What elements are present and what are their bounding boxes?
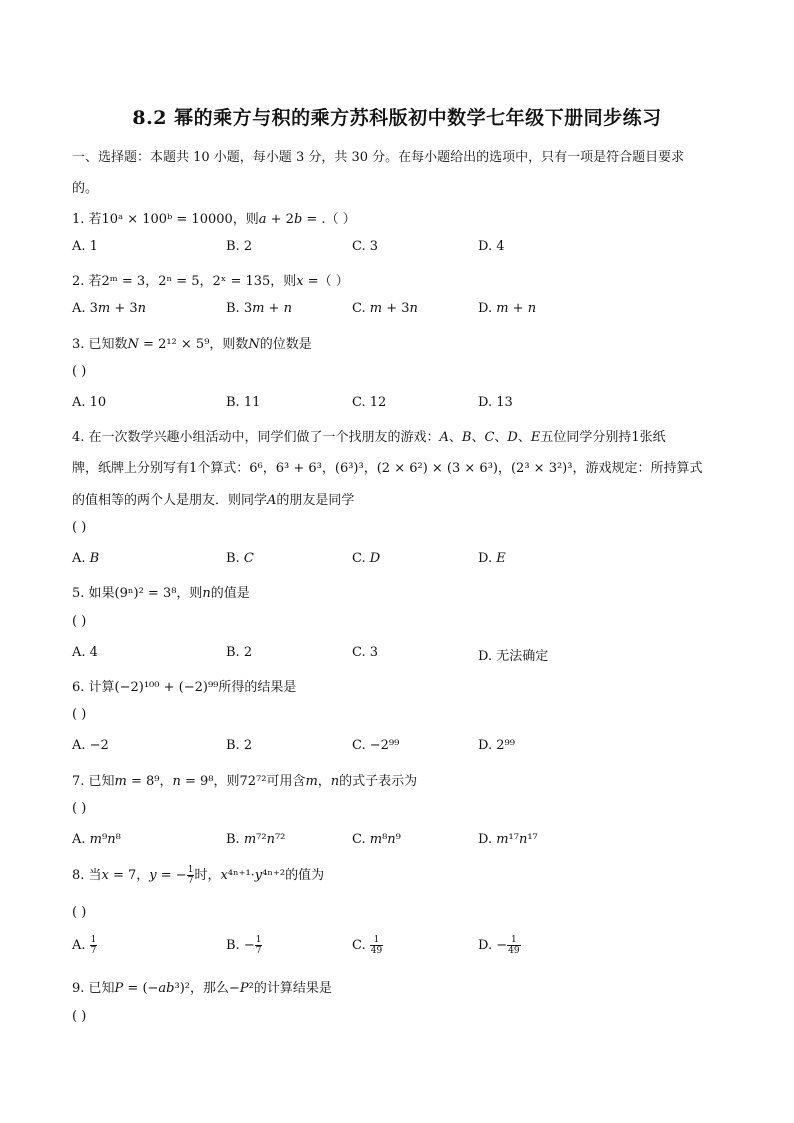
- option-b: B. 2: [226, 738, 253, 753]
- option-b: B. 2: [226, 239, 253, 254]
- option-c: C. 3: [352, 239, 379, 254]
- question-6-options: [72, 738, 732, 758]
- page-title: 8.2 幂的乘方与积的乘方苏科版初中数学七年级下册同步练习: [132, 107, 662, 129]
- fraction-numerator: 1: [507, 935, 520, 946]
- question-4-cont: 牌，纸牌上分别写有1个算式：6⁶，6³ + 6³，(6³)³，(2 × 6²) × (3 × 6³)，(2³ × 3²)³，游戏规定：所持算式: [72, 461, 703, 476]
- answer-paren: ( ): [72, 801, 87, 816]
- question-8: [72, 864, 324, 886]
- option-d: D. 无法确定: [478, 649, 549, 664]
- question-5: 5. 如果(9ⁿ)² = 3⁸，则𝑛的值是: [72, 586, 250, 601]
- answer-paren: ( ): [72, 614, 87, 629]
- option-label: D.: [478, 938, 493, 953]
- question-7-options: [72, 832, 732, 852]
- option-c: [352, 935, 383, 956]
- question-5-options: [72, 645, 732, 665]
- option-d: D. 𝑚 + 𝑛: [478, 301, 537, 316]
- answer-paren: ( ): [72, 364, 87, 379]
- fraction-numerator: 1: [370, 935, 383, 946]
- section-instructions-cont: 的。: [72, 181, 99, 196]
- option-d: D. 𝑚¹⁷𝑛¹⁷: [478, 832, 538, 847]
- question-3: 3. 已知数𝑁 = 2¹² × 5⁹，则数𝑁的位数是: [72, 337, 312, 352]
- option-c: C. 𝐷: [352, 551, 381, 566]
- option-b: B. 𝐶: [226, 551, 254, 566]
- minus-sign: −: [496, 938, 508, 953]
- question-2: 2. 若2ᵐ = 3，2ⁿ = 5，2ˣ = 135，则𝑥 =（ ）: [72, 274, 349, 289]
- option-a: A. 10: [72, 395, 107, 410]
- option-a: A. 𝐵: [72, 551, 100, 566]
- option-label: B.: [226, 938, 240, 953]
- option-a: [72, 935, 97, 956]
- option-d: D. 13: [478, 395, 513, 410]
- option-d: D. 4: [478, 239, 505, 254]
- question-4-cont: 的值相等的两个人是朋友．则同学𝐴的朋友是同学: [72, 493, 355, 508]
- option-b: B. 3𝑚 + 𝑛: [226, 301, 292, 316]
- question-8-text: 时，𝑥⁴ⁿ⁺¹·𝑦⁴ⁿ⁺²的值为: [194, 868, 325, 883]
- option-label: C.: [352, 938, 366, 953]
- answer-paren: ( ): [72, 520, 87, 535]
- question-2-options: [72, 301, 732, 321]
- fraction-denominator: 7: [255, 946, 262, 956]
- fraction: [90, 935, 98, 956]
- option-b: [226, 935, 262, 956]
- question-4: 4. 在一次数学兴趣小组活动中，同学们做了一个找朋友的游戏：𝐴、𝐵、𝐶、𝐷、𝐸五位同学分别持1张纸: [72, 430, 666, 445]
- question-6: 6. 计算(−2)¹⁰⁰ + (−2)⁹⁹所得的结果是: [72, 680, 297, 695]
- answer-paren: ( ): [72, 905, 87, 920]
- option-a: A. 𝑚⁹𝑛⁸: [72, 832, 121, 847]
- option-d: D. 𝐸: [478, 551, 506, 566]
- question-8-text: 8. 当𝑥 = 7，𝑦 = −: [72, 868, 187, 883]
- option-b: B. 𝑚⁷²𝑛⁷²: [226, 832, 286, 847]
- fraction-denominator: 49: [508, 946, 520, 956]
- fraction-denominator: 7: [90, 946, 97, 956]
- fraction-denominator: 49: [370, 946, 383, 956]
- option-label: A.: [72, 938, 86, 953]
- question-7: 7. 已知𝑚 = 8⁹，𝑛 = 9⁸，则72⁷²可用含𝑚，𝑛的式子表示为: [72, 774, 418, 789]
- section-instructions: 一、选择题：本题共 10 小题，每小题 3 分，共 30 分。在每小题给出的选项中，只有一项是符合题目要求: [72, 150, 685, 165]
- question-8-options: [72, 935, 732, 963]
- option-d: [478, 935, 521, 956]
- question-1-options: [72, 239, 732, 259]
- question-9: 9. 已知𝑃 = (−𝑎𝑏³)²，那么−𝑃²的计算结果是: [72, 981, 332, 996]
- question-1: 1. 若10ᵃ × 100ᵇ = 10000，则𝑎 + 2𝑏 = .（ ）: [72, 212, 356, 227]
- fraction: [507, 935, 520, 956]
- option-c: C. 12: [352, 395, 387, 410]
- option-a: A. 1: [72, 239, 98, 254]
- question-3-options: [72, 395, 732, 415]
- option-c: C. 3: [352, 645, 379, 660]
- fraction-numerator: 1: [255, 935, 262, 945]
- option-c: C. −2⁹⁹: [352, 738, 400, 753]
- option-c: C. 𝑚 + 3𝑛: [352, 301, 418, 316]
- option-c: C. 𝑚⁸𝑛⁹: [352, 832, 401, 847]
- fraction-denominator: 7: [187, 876, 194, 886]
- option-d: D. 2⁹⁹: [478, 738, 515, 753]
- answer-paren: ( ): [72, 1009, 87, 1024]
- fraction-numerator: 1: [90, 935, 97, 945]
- option-b: B. 11: [226, 395, 261, 410]
- option-a: A. −2: [72, 738, 109, 753]
- option-a: A. 3𝑚 + 3𝑛: [72, 301, 147, 316]
- minus-sign: −: [243, 938, 255, 953]
- fraction-numerator: 1: [187, 865, 194, 875]
- fraction: [370, 935, 383, 956]
- question-4-options: [72, 551, 732, 571]
- fraction: [255, 935, 263, 956]
- answer-paren: ( ): [72, 707, 87, 722]
- option-b: B. 2: [226, 645, 253, 660]
- option-a: A. 4: [72, 645, 98, 660]
